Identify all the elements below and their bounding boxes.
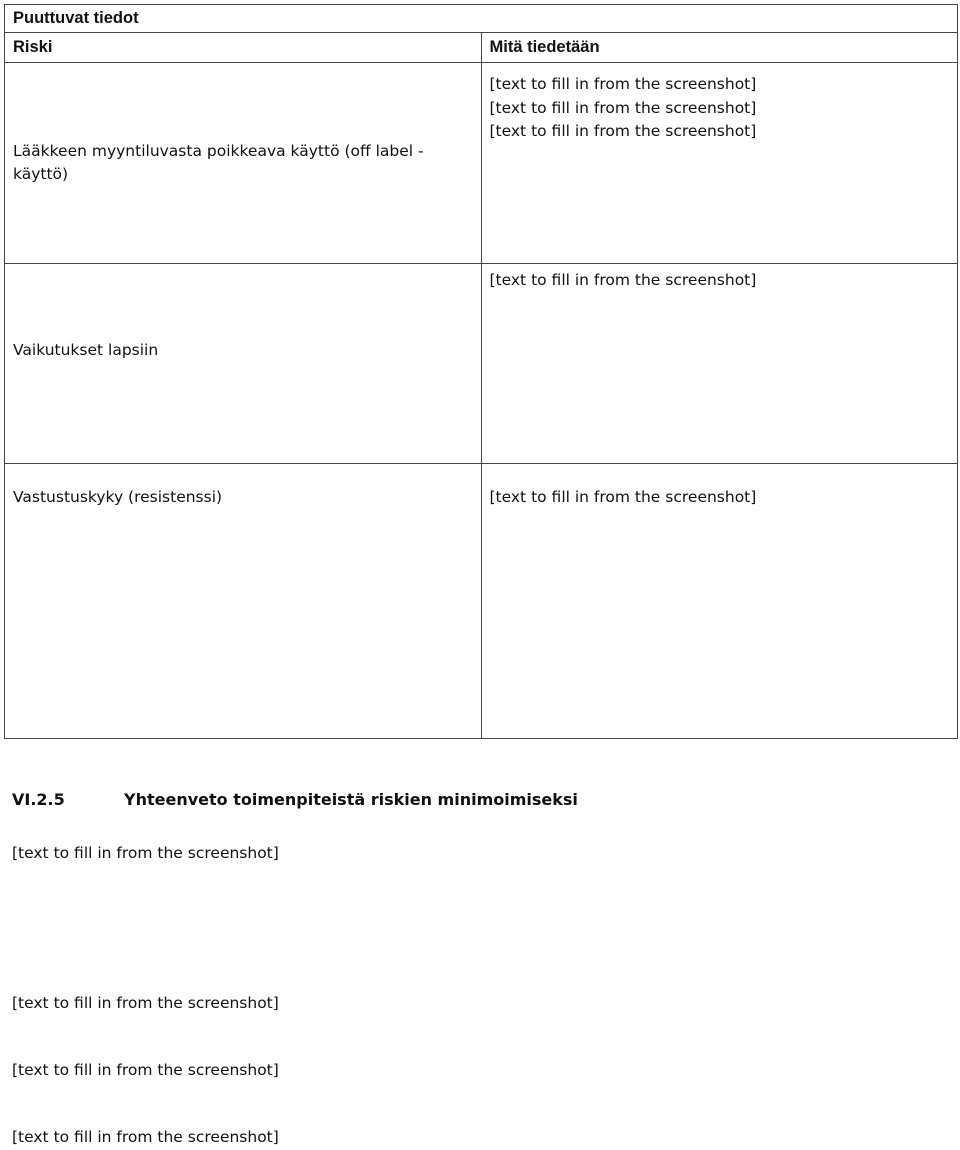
row-label: Vastustuskyky (resistenssi) — [13, 488, 223, 506]
row-paragraph: [text to fill in from the screenshot] — [489, 271, 757, 289]
table-row — [5, 63, 958, 264]
row-label: Vaikutukset lapsiin — [13, 341, 159, 359]
missing-information-table — [4, 4, 958, 739]
body-paragraph: [text to fill in from the screenshot] — [12, 1061, 279, 1079]
column-header-known: Mitä tiedetään — [481, 33, 958, 63]
row-paragraph: [text to fill in from the screenshot] — [489, 122, 757, 140]
table-title: Puuttuvat tiedot — [5, 5, 958, 33]
body-paragraph: [text to fill in from the screenshot] — [12, 844, 279, 862]
section-number: VI.2.5 — [12, 790, 65, 809]
table-row — [5, 464, 958, 739]
row-paragraph: [text to fill in from the screenshot] — [489, 488, 757, 506]
table-row — [5, 264, 958, 464]
row-label: Lääkkeen myyntiluvasta poikkeava käyttö (off label -käyttö) — [13, 141, 424, 183]
row-paragraph: [text to fill in from the screenshot] — [489, 98, 757, 117]
section-title: Yhteenveto toimenpiteistä riskien minimoimiseksi — [124, 790, 578, 809]
column-header-risk: Riski — [5, 33, 482, 63]
row-paragraph: [text to fill in from the screenshot] — [489, 75, 757, 93]
section-heading — [12, 790, 578, 809]
body-paragraph: [text to fill in from the screenshot] — [12, 994, 279, 1012]
body-paragraph: [text to fill in from the screenshot] — [12, 1128, 279, 1146]
